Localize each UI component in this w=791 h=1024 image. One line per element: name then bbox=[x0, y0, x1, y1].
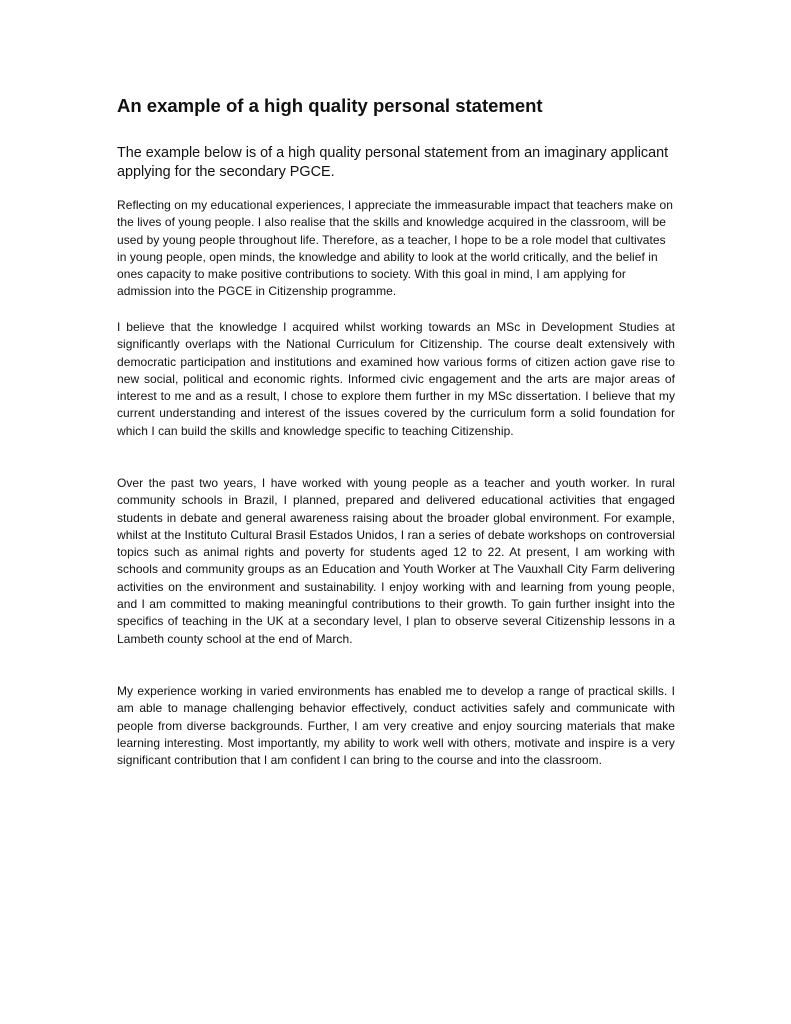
document-title: An example of a high quality personal statement bbox=[117, 95, 543, 116]
paragraph-4: My experience working in varied environments has enabled me to develop a range of practical skills. I am able to manage challenging behavior effectively, conduct activities safely and communicate with people from diverse backgrounds. Further, I am very creative and enjoy sourcing materials that make learning interesting. Most importantly, my ability to work well with others, motivate and inspire is a very significant contribution that I am confident I can bring to the course and into the classroom. bbox=[117, 684, 675, 768]
paragraph-3: Over the past two years, I have worked with young people as a teacher and youth worker. In rural community schools in Brazil, I planned, prepared and delivered educational activities that engaged students in debate and general awareness raising about the broader global environment. For example, whilst at the Instituto Cultural Brasil Estados Unidos, I ran a series of debate workshops on controversial topics such as animal rights and poverty for students aged 12 to 22. At present, I am working with schools and community groups as an Education and Youth Worker at The Vauxhall City Farm delivering activities on the environment and sustainability. I enjoy working with and learning from young people, and I am committed to making meaningful contributions to their growth. To gain further insight into the specifics of teaching in the UK at a secondary level, I plan to observe several Citizenship lessons in a Lambeth county school at the end of March. bbox=[117, 476, 675, 646]
paragraph-2: I believe that the knowledge I acquired whilst working towards an MSc in Development Studies at significantly overlaps with the National Curriculum for Citizenship. The course dealt extensively with democratic participation and institutions and examined how various forms of citizen action gave rise to new social, political and economic rights. Informed civic engagement and the arts are major areas of interest to me and as a result, I chose to explore them further in my MSc dissertation. I believe that my current understanding and interest of the issues covered by the curriculum form a solid foundation for which I can build the skills and knowledge specific to teaching Citizenship. bbox=[117, 320, 675, 438]
intro-text: The example below is of a high quality personal statement from an imaginary applicant applying for the secondary PGCE. bbox=[117, 145, 669, 180]
paragraph-1: Reflecting on my educational experiences, I appreciate the immeasurable impact that teachers make on the lives of young people. I also realise that the skills and knowledge acquired in the classroom, will be used by young people throughout life. Therefore, as a teacher, I hope to be a role model that cultivates in young people, open minds, the knowledge and ability to look at the world critically, and the belief in ones capacity to make positive contributions to society. With this goal in mind, I am applying for admission into the PGCE in Citizenship programme. bbox=[117, 198, 673, 299]
